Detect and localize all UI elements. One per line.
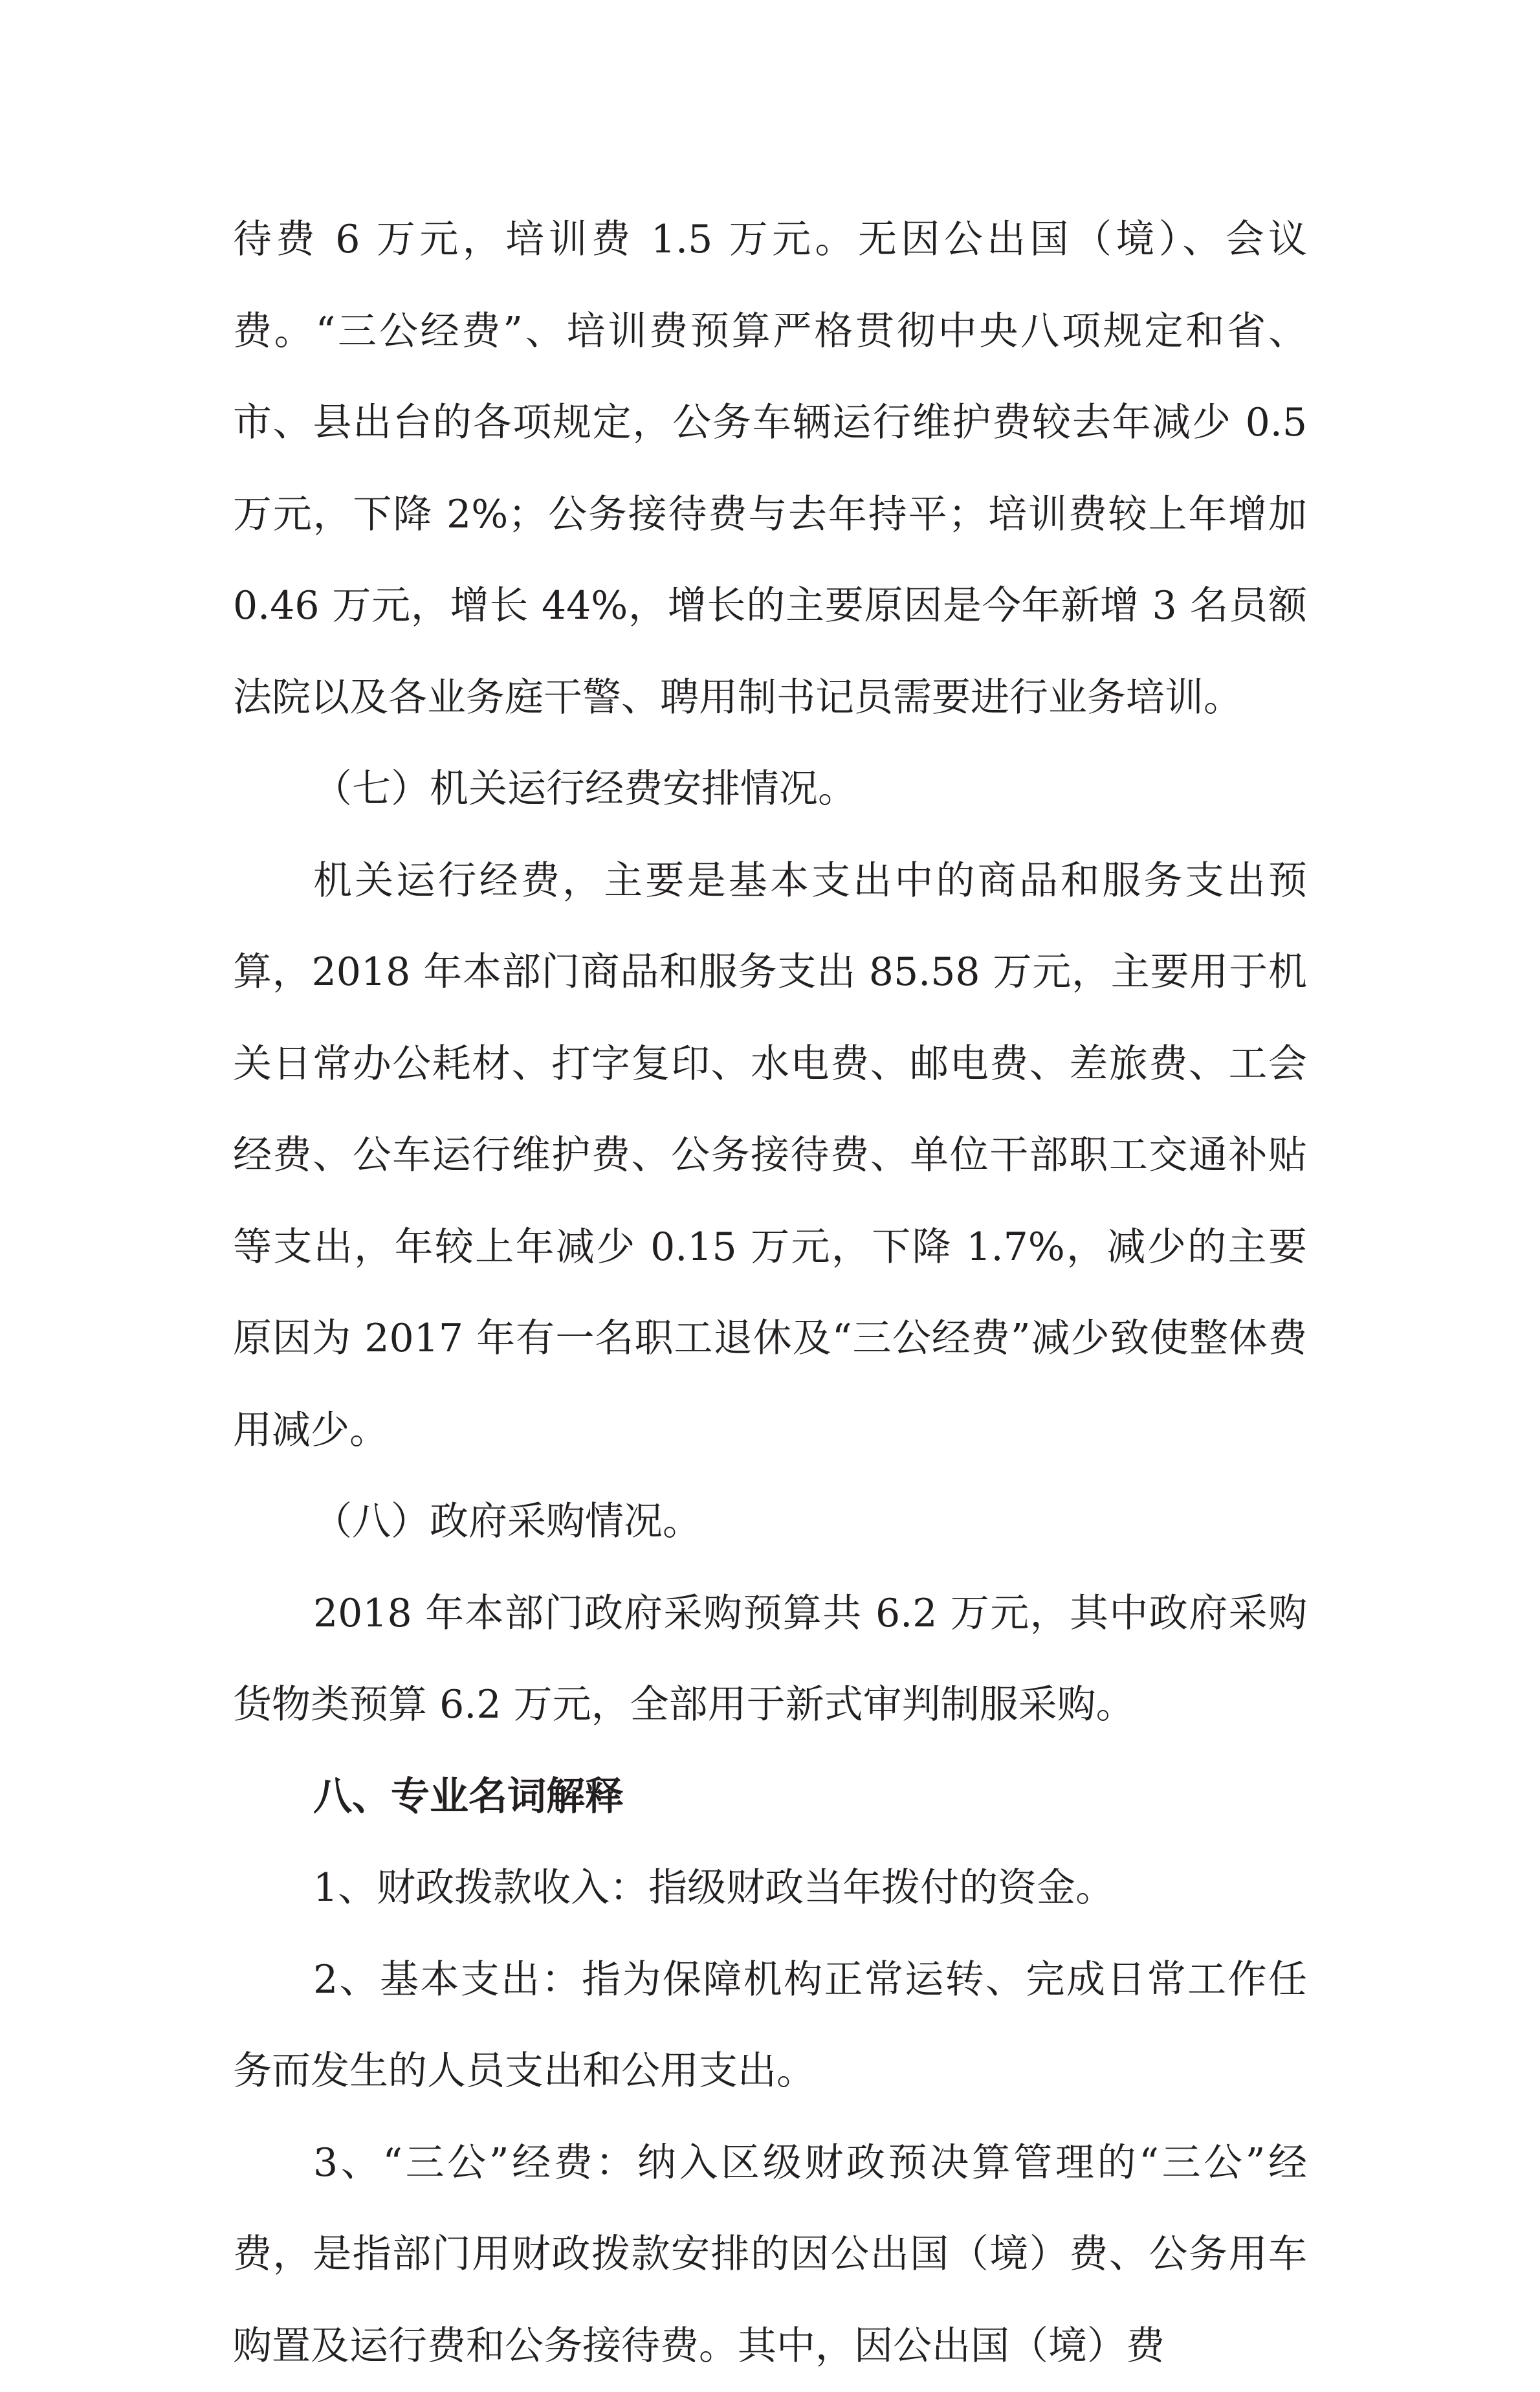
document-body (233, 194, 1307, 2392)
term-definition-2: 2、基本支出：指为保障机构正常运转、完成日常工作任务而发生的人员支出和公用支出。 (233, 1934, 1307, 2118)
section-heading-7: （七）机关运行经费安排情况。 (233, 744, 1307, 836)
term-definition-1: 1、财政拨款收入：指级财政当年拨付的资金。 (233, 1843, 1307, 1934)
chapter-heading-terms: 八、专业名词解释 (233, 1751, 1307, 1843)
paragraph-procurement: 2018 年本部门政府采购预算共 6.2 万元，其中政府采购货物类预算 6.2 万元，全部用于新式审判制服采购。 (233, 1568, 1307, 1751)
section-heading-8: （八）政府采购情况。 (233, 1476, 1307, 1568)
paragraph-operating-expenses: 机关运行经费，主要是基本支出中的商品和服务支出预算，2018 年本部门商品和服务支出 85.58 万元，主要用于机关日常办公耗材、打字复印、水电费、邮电费、差旅费、工会经费、公车运行维护费、公务接待费、单位干部职工交通补贴等支出，年较上年减少 0.15 万元，下降 1.7%，减少的主要原因为 2017 年有一名职工退休及“三公经费”减少致使整体费用减少。 (233, 836, 1307, 1477)
paragraph-training-costs: 待费 6 万元，培训费 1.5 万元。无因公出国（境）、会议费。“三公经费”、培训费预算严格贯彻中央八项规定和省、市、县出台的各项规定，公务车辆运行维护费较去年减少 0.5 万元，下降 2%；公务接待费与去年持平；培训费较上年增加 0.46 万元，增长 44%，增长的主要原因是今年新增 3 名员额法院以及各业务庭干警、聘用制书记员需要进行业务培训。 (233, 194, 1307, 744)
term-definition-3: 3、“三公”经费：纳入区级财政预决算管理的“三公”经费，是指部门用财政拨款安排的因公出国（境）费、公务用车购置及运行费和公务接待费。其中，因公出国（境）费 (233, 2118, 1307, 2392)
